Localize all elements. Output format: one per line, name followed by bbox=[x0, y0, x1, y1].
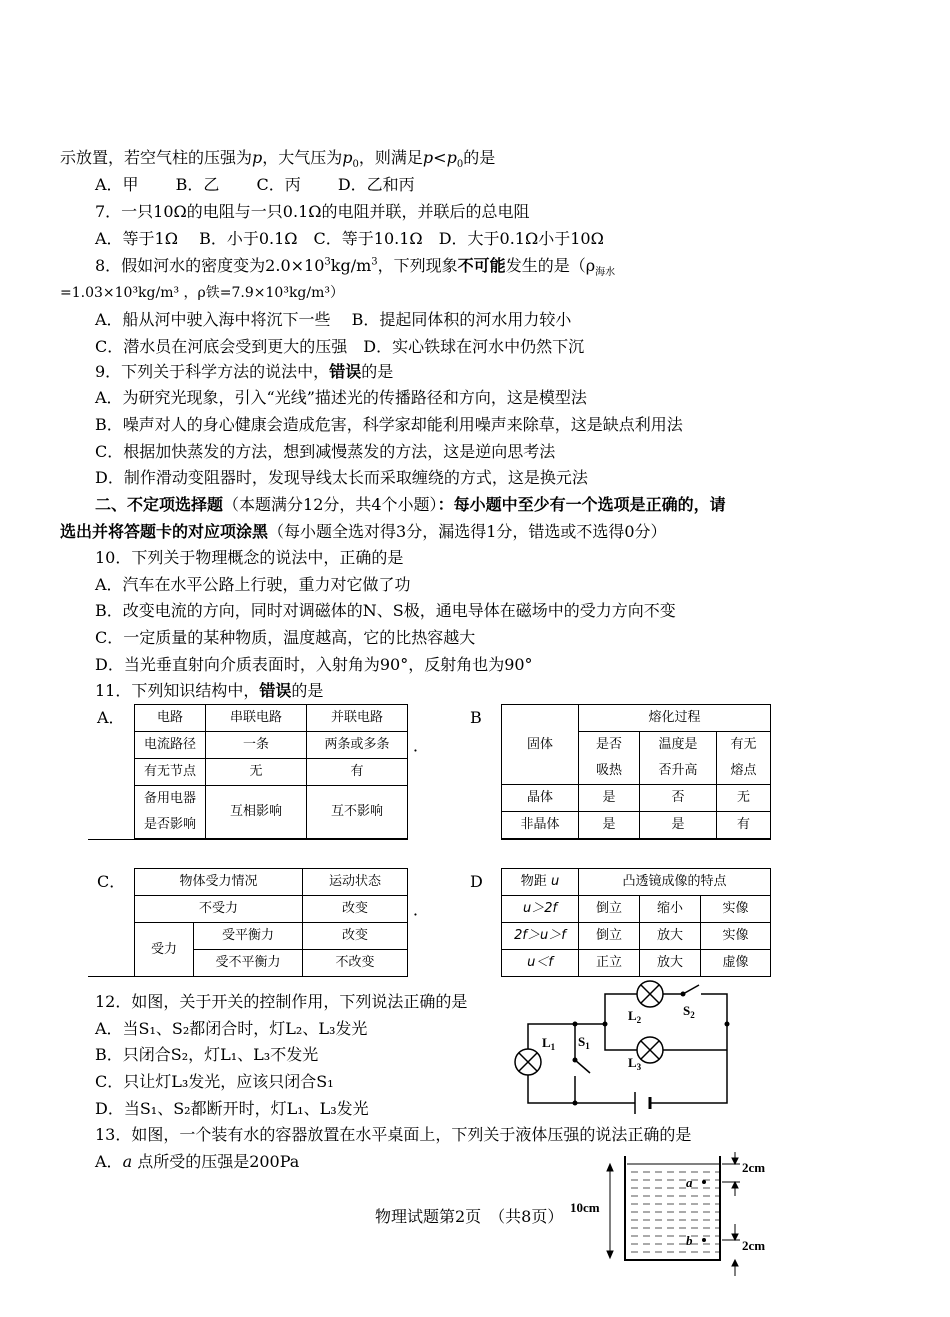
label-s1: $S_1$ bbox=[578, 1034, 590, 1051]
water-fill bbox=[627, 1164, 719, 1260]
q12-circuit-diagram bbox=[505, 980, 765, 1120]
q11-table-b: 固体 熔化过程 是否 吸热 温度是 否升高 有无 熔点 晶体 是 否 无 非晶体 是 是 有 bbox=[501, 704, 771, 839]
q11-label-b: B bbox=[470, 708, 482, 727]
q8-stem-line2: =1.03×10³kg/m³ ，ρ铁=7.9×10³kg/m³） bbox=[60, 285, 344, 301]
point-b-label: b bbox=[686, 1233, 693, 1248]
q11-rule-b bbox=[501, 839, 771, 840]
dim-top-label: 2cm bbox=[742, 1160, 766, 1175]
q10-option-d: D．当光垂直射向介质表面时，入射角为90°，反射角也为90° bbox=[95, 655, 533, 674]
q9-stem: 9．下列关于科学方法的说法中，错误的是 bbox=[95, 362, 394, 381]
section2-heading-line2: 选出并将答题卡的对应项涂黑（每小题全选对得3分，漏选得1分，错选或不选得0分） bbox=[60, 522, 667, 541]
q11-table-c: 物体受力情况 运动状态 不受力 改变 受力 受平衡力 改变 受不平衡力 不改变 bbox=[134, 868, 408, 977]
q13-stem: 13．如图，一个装有水的容器放置在水平桌面上，下列关于液体压强的说法正确的是 bbox=[95, 1125, 692, 1144]
section2-heading: 二、不定项选择题（本题满分12分，共4个小题）：每小题中至少有一个选项是正确的，请 bbox=[95, 495, 726, 514]
q11-table-a: 电路 串联电路 并联电路 电流路径 一条 两条或多条 有无节点 无 有 备用电器 是否影响 互相影响 互不影响 bbox=[134, 704, 408, 839]
q12-option-b: B．只闭合S₂，灯L₁、L₃不发光 bbox=[95, 1045, 319, 1064]
q11-table-d: 物距 u 凸透镜成像的特点 u＞2f 倒立 缩小 实像 2f＞u＞f 倒立 放大 实像 u＜f 正立 放大 虚像 bbox=[501, 868, 771, 977]
dim-bottom-label: 2cm bbox=[742, 1238, 766, 1253]
lamp-l1 bbox=[515, 1049, 541, 1075]
label-l1: $L_1$ bbox=[542, 1035, 556, 1052]
q10-stem: 10．下列关于物理概念的说法中，正确的是 bbox=[95, 548, 404, 567]
label-s2: $S_2$ bbox=[683, 1003, 695, 1020]
q10-option-c: C．一定质量的某种物质，温度越高，它的比热容越大 bbox=[95, 628, 476, 647]
q8-stem: 8．假如河水的密度变为$2.0\times 10^3kg/m^3$，下列现象不可能发生的是（$\rho_{海水}$ bbox=[95, 256, 616, 279]
q6-options: A．甲 B．乙 C．丙 D．乙和丙 bbox=[95, 175, 415, 194]
q8-option-ab: A．船从河中驶入海中将沉下一些 B．提起同体积的河水用力较小 bbox=[95, 310, 572, 329]
q11-label-c: C． bbox=[97, 872, 126, 891]
q8-option-cd: C．潜水员在河底会受到更大的压强 D．实心铁球在河水中仍然下沉 bbox=[95, 337, 585, 356]
q11-rule-a bbox=[88, 839, 408, 840]
q9-option-b: B．噪声对人的身心健康会造成危害，科学家却能利用噪声来除草，这是缺点利用法 bbox=[95, 415, 683, 434]
q11-stem: 11．下列知识结构中，错误的是 bbox=[95, 681, 324, 700]
q11-rule-c bbox=[88, 976, 408, 977]
q10-option-a: A．汽车在水平公路上行驶，重力对它做了功 bbox=[95, 575, 411, 594]
page-footer: 物理试题第2页 （共8页） bbox=[375, 1207, 564, 1226]
q11-rule-d bbox=[501, 976, 771, 977]
q11-dot-c: ． bbox=[413, 900, 430, 919]
q9-option-a: A．为研究光现象，引入“光线”描述光的传播路径和方向，这是模型法 bbox=[95, 388, 587, 407]
q10-option-b: B．改变电流的方向，同时对调磁体的N、S极，通电导体在磁场中的受力方向不变 bbox=[95, 601, 676, 620]
q12-option-c: C．只让灯L₃发光，应该只闭合S₁ bbox=[95, 1072, 334, 1091]
q12-option-d: D．当S₁、S₂都断开时，灯L₁、L₃发光 bbox=[95, 1099, 369, 1118]
q11-dot-a: ． bbox=[413, 736, 430, 755]
point-a-label: a bbox=[686, 1175, 693, 1190]
lamp-l3 bbox=[637, 1037, 663, 1063]
q11-label-a: A． bbox=[97, 708, 125, 727]
label-l3: $L_3$ bbox=[628, 1055, 642, 1072]
dim-height-label: 10cm bbox=[570, 1200, 600, 1215]
q11-label-d: D bbox=[470, 872, 483, 891]
label-l2: $L_2$ bbox=[628, 1008, 642, 1025]
q9-option-d: D．制作滑动变阻器时，发现导线太长而采取缠绕的方式，这是换元法 bbox=[95, 468, 588, 487]
q7-stem: 7．一只10Ω的电阻与一只0.1Ω的电阻并联，并联后的总电阻 bbox=[95, 202, 530, 221]
q9-option-c: C．根据加快蒸发的方法，想到减慢蒸发的方法，这是逆向思考法 bbox=[95, 442, 556, 461]
q13-option-a: A．a 点所受的压强是200Pa bbox=[95, 1152, 300, 1171]
q12-stem: 12．如图，关于开关的控制作用，下列说法正确的是 bbox=[95, 992, 468, 1011]
q7-options: A．等于1Ω B．小于0.1Ω C．等于10.1Ω D．大于0.1Ω小于10Ω bbox=[95, 229, 604, 248]
q6-stem-tail: 示放置，若空气柱的压强为p，大气压为$p_0$，则满足$p<p_0$的是 bbox=[60, 148, 496, 171]
q12-option-a: A．当S₁、S₂都闭合时，灯L₂、L₃发光 bbox=[95, 1019, 368, 1038]
lamp-l2 bbox=[637, 981, 663, 1007]
q13-container-diagram bbox=[570, 1152, 780, 1277]
